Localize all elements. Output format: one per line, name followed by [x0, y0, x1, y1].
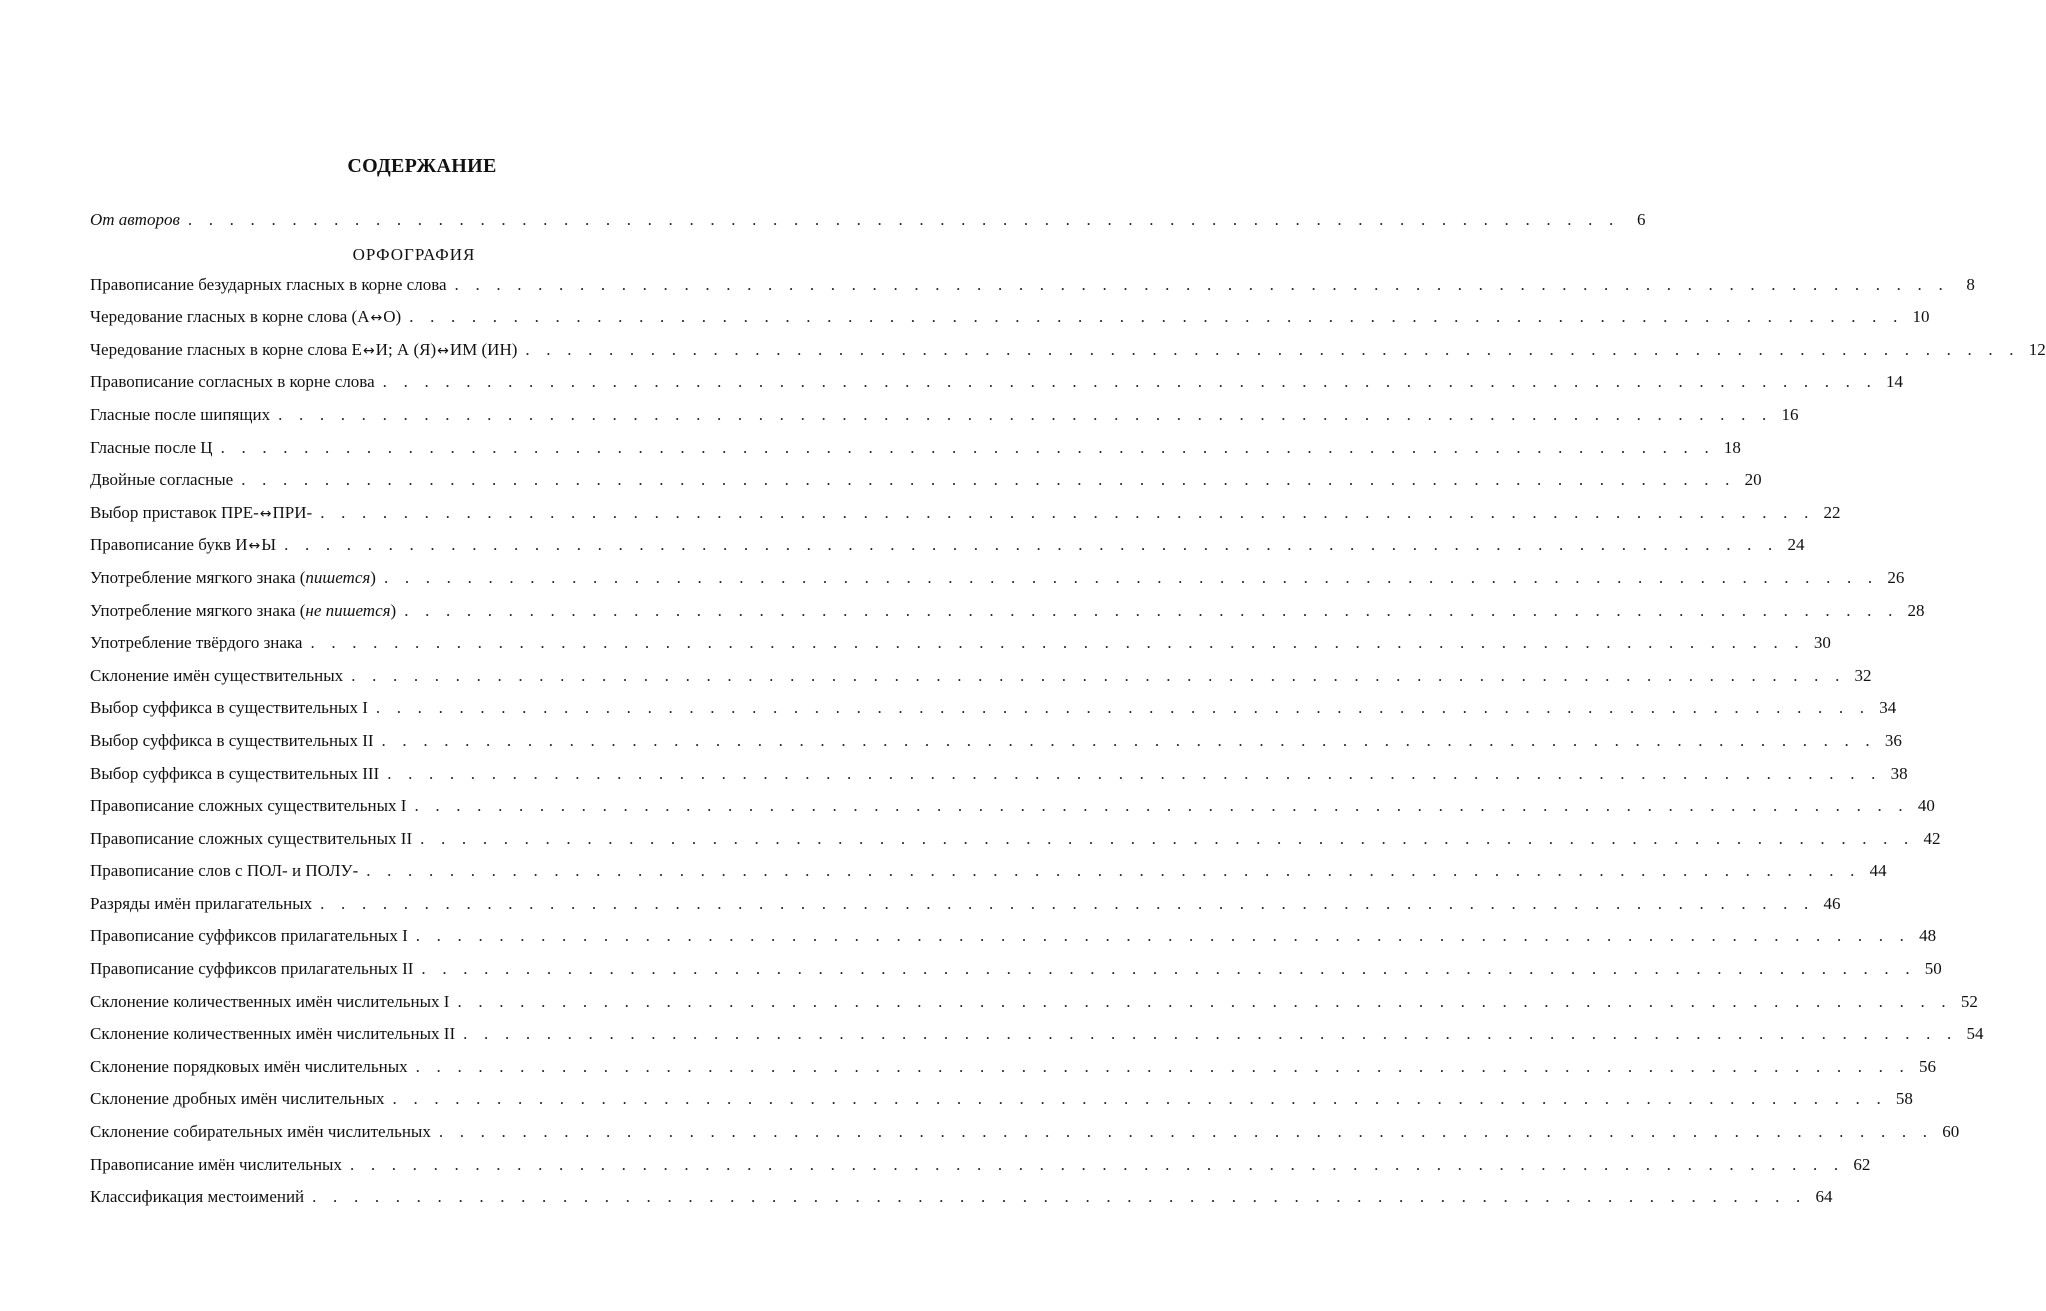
toc-entry-intro[interactable]	[90, 208, 1646, 241]
toc-entry-text: Правописание суффиксов прилагательных I	[90, 926, 408, 946]
dot-leader: . . . . . . . . . . . . . . . . . . . . . . . . . . . . . . . . . . . . . . . . . . . . . . . . . . . . . . . . . . . . . . . . . . . . . . . .	[415, 926, 1911, 946]
toc-entry[interactable]	[90, 533, 1805, 566]
dot-leader: . . . . . . . . . . . . . . . . . . . . . . . . . . . . . . . . . . . . . . . . . . . . . . . . . . . . . . . . . . . . . . . . . . . . . . . .	[414, 796, 1909, 816]
toc-entry-text: Гласные после шипящих	[90, 404, 271, 424]
table-of-contents	[90, 208, 2046, 1218]
toc-entry[interactable]	[90, 924, 1937, 957]
toc-page-number: 28	[1907, 600, 1925, 620]
toc-entry[interactable]	[90, 762, 1908, 795]
toc-entry-text: Правописание букв И	[90, 535, 248, 555]
toc-entry-text: Выбор приставок ПРЕ-	[90, 502, 259, 522]
toc-entry-emphasis: не пишется	[305, 600, 391, 620]
page-title: СОДЕРЖАНИЕ	[347, 155, 497, 177]
toc-entry-text: Правописание слов с ПОЛ- и ПОЛУ-	[90, 861, 359, 881]
left-right-arrow-icon: ↔	[259, 505, 272, 522]
toc-page-number: 46	[1823, 893, 1841, 913]
toc-page-number: 16	[1781, 404, 1799, 424]
section-heading: ОРФОГРАФИЯ	[352, 244, 476, 264]
toc-entry-label	[90, 696, 368, 720]
dot-leader: . . . . . . . . . . . . . . . . . . . . . . . . . . . . . . . . . . . . . . . . . . . . . . . . . . . . . . . . . . . . . . . . . . . . . . . .	[241, 470, 1736, 490]
dot-leader: . . . . . . . . . . . . . . . . . . . . . . . . . . . . . . . . . . . . . . . . . . . . . . . . . . . . . . . . . . . . . . . . . . . . . . . .	[284, 535, 1779, 555]
toc-entry[interactable]	[90, 1153, 1871, 1186]
toc-page-number: 64	[1815, 1187, 1833, 1207]
toc-entry-label	[90, 762, 379, 786]
toc-entry-label	[90, 305, 401, 330]
toc-page-number: 62	[1853, 1154, 1871, 1174]
toc-entry-label	[90, 1087, 385, 1111]
toc-entry-text: )	[390, 600, 397, 620]
left-right-arrow-icon: ↔	[370, 310, 383, 327]
toc-entry-label	[90, 566, 376, 590]
toc-page-number: 12	[2028, 339, 2046, 359]
toc-entry-label	[90, 729, 374, 753]
toc-page-number: 18	[1723, 437, 1741, 457]
toc-entry-text: Склонение количественных имён числительных II	[90, 1024, 456, 1044]
toc-entry[interactable]	[90, 957, 1942, 990]
toc-entry[interactable]	[90, 599, 1925, 632]
toc-entry-text: Ы	[261, 535, 277, 555]
toc-entry-text: Правописание сложных существительных I	[90, 796, 407, 816]
dot-leader: . . . . . . . . . . . . . . . . . . . . . . . . . . . . . . . . . . . . . . . . . . . . . . . . . . . . . . . . . . . . . . . . . . . . . . . .	[312, 1187, 1807, 1207]
toc-entry[interactable]	[90, 468, 1762, 501]
toc-entry-text: Правописание безударных гласных в корне слова	[90, 274, 447, 294]
toc-page-number: 26	[1887, 567, 1905, 587]
toc-entry-text: Чередование гласных в корне слова (А	[90, 307, 370, 327]
dot-leader: . . . . . . . . . . . . . . . . . . . . . . . . . . . . . . . . . . . . . . . . . . . . . . . . . . . . . . . . . . . . . . . . . . . . . . . .	[457, 991, 1952, 1011]
dot-leader: . . . . . . . . . . . . . . . . . . . . . . . . . . . . . . . . . . . . . . . . . . . . . . . . . . . . . . . . . . . . . . . . . . . . .	[187, 210, 1620, 229]
toc-entry[interactable]	[90, 1055, 1936, 1088]
dot-leader: . . . . . . . . . . . . . . . . . . . . . . . . . . . . . . . . . . . . . . . . . . . . . . . . . . . . . . . . . . . . . . . . . . . . . . . .	[349, 1154, 1845, 1174]
toc-entry[interactable]	[90, 566, 1905, 599]
dot-leader: . . . . . . . . . . . . . . . . . . . . . . . . . . . . . . . . . . . . . . . . . . . . . . . . . . . . . . . . . . . . . . . . . . . . . . . .	[415, 1056, 1910, 1076]
toc-entry-label	[90, 1022, 455, 1046]
toc-entry-label	[90, 631, 302, 655]
toc-entry-label	[90, 436, 213, 460]
toc-entry[interactable]	[90, 859, 1887, 892]
toc-entry[interactable]	[90, 338, 2046, 371]
toc-entry-text: Правописание имён числительных	[90, 1154, 342, 1174]
toc-entry-text: )	[370, 567, 376, 587]
toc-entry-text: Классификация местоимений	[90, 1187, 305, 1207]
toc-entry-text: Двойные согласные	[90, 470, 234, 490]
toc-entry-text: Употребление мягкого знака (	[90, 567, 306, 587]
toc-entry[interactable]	[90, 436, 1741, 469]
toc-entry-label	[90, 468, 233, 492]
toc-entry-label	[90, 273, 447, 297]
toc-entry-text: Правописание сложных существительных II	[90, 828, 413, 848]
toc-page-number: 54	[1966, 1024, 1984, 1044]
toc-entry-text: Склонение количественных имён числительных I	[90, 991, 450, 1011]
dot-leader: . . . . . . . . . . . . . . . . . . . . . . . . . . . . . . . . . . . . . . . . . . . . . . . . . . . . . . . . . . . . . . . . . . . . . . . .	[278, 404, 1773, 424]
dot-leader: . . . . . . . . . . . . . . . . . . . . . . . . . . . . . . . . . . . . . . . . . . . . . . . . . . . . . . . . . . . . . . . . . . . . . . . .	[381, 730, 1876, 750]
toc-entry-label	[90, 370, 375, 394]
toc-entry-label	[90, 1055, 408, 1079]
dot-leader: . . . . . . . . . . . . . . . . . . . . . . . . . . . . . . . . . . . . . . . . . . . . . . . . . . . . . . . . . . . . . . . . . . . . . . . .	[392, 1089, 1887, 1109]
toc-entry-label	[90, 827, 412, 851]
toc-page-number: 10	[1912, 307, 1930, 327]
toc-entry-text: ПРИ-	[272, 502, 313, 522]
toc-entry[interactable]	[90, 631, 1831, 664]
toc-entry-text: Склонение имён существительных	[90, 665, 344, 685]
toc-entry-text: Употребление твёрдого знака	[90, 633, 303, 653]
toc-entry-text: Правописание согласных в корне слова	[90, 372, 375, 392]
toc-entry-label	[90, 1120, 431, 1144]
toc-page-number: 56	[1919, 1056, 1936, 1076]
toc-entry-label	[90, 892, 312, 916]
dot-leader: . . . . . . . . . . . . . . . . . . . . . . . . . . . . . . . . . . . . . . . . . . . . . . . . . . . . . . . . . . . . . . . . . . . . . . . .	[366, 861, 1861, 881]
toc-entry-label	[90, 1185, 304, 1209]
toc-page-number: 50	[1924, 959, 1942, 979]
toc-entry-label	[90, 859, 358, 883]
toc-entry[interactable]	[90, 273, 1975, 306]
toc-entry-label	[90, 403, 270, 427]
toc-entry-text: Правописание суффиксов прилагательных II	[90, 959, 414, 979]
toc-entry-text: Чередование гласных в корне слова Е	[90, 339, 362, 359]
dot-leader: . . . . . . . . . . . . . . . . . . . . . . . . . . . . . . . . . . . . . . . . . . . . . . . . . . . . . . . . . . . . . . . . . . . . . . . .	[382, 372, 1878, 392]
dot-leader: . . . . . . . . . . . . . . . . . . . . . . . . . . . . . . . . . . . . . . . . . . . . . . . . . . . . . . . . . . . . . . . . . . . . . . . .	[320, 893, 1815, 913]
toc-page-number: 6	[1637, 210, 1646, 229]
toc-page-number: 20	[1744, 470, 1762, 490]
toc-entry-label	[90, 794, 406, 818]
toc-entry-label	[90, 338, 517, 363]
dot-leader: . . . . . . . . . . . . . . . . . . . . . . . . . . . . . . . . . . . . . . . . . . . . . . . . . . . . . . . . . . . . . . . . . . . . . . . .	[310, 633, 1805, 653]
toc-entry-label	[90, 1153, 342, 1177]
dot-leader: . . . . . . . . . . . . . . . . . . . . . . . . . . . . . . . . . . . . . . . . . . . . . . . . . . . . . . . . . . . . . . . . . . . . . . . .	[351, 665, 1846, 685]
toc-page-number: 52	[1960, 991, 1978, 1011]
toc-page-number: 44	[1869, 861, 1887, 881]
toc-page-number: 14	[1886, 372, 1904, 392]
toc-entry-text: Гласные после Ц	[90, 437, 213, 457]
toc-page-number: 22	[1823, 502, 1841, 522]
toc-entry-text: Склонение собирательных имён числительных	[90, 1122, 431, 1142]
dot-leader: . . . . . . . . . . . . . . . . . . . . . . . . . . . . . . . . . . . . . . . . . . . . . . . . . . . . . . . . . . . . . . . . . . . . . . . .	[404, 600, 1899, 620]
toc-entry[interactable]	[90, 403, 1799, 436]
toc-entry[interactable]	[90, 827, 1941, 860]
toc-entry-text: ИМ (ИН)	[449, 339, 518, 359]
dot-leader: . . . . . . . . . . . . . . . . . . . . . . . . . . . . . . . . . . . . . . . . . . . . . . . . . . . . . . . . . . . . . . . . . . . . . . . .	[438, 1122, 1934, 1142]
dot-leader: . . . . . . . . . . . . . . . . . . . . . . . . . . . . . . . . . . . . . . . . . . . . . . . . . . . . . . . . . . . . . . . . . . . . . . . .	[220, 437, 1715, 457]
toc-page-number: 58	[1895, 1089, 1913, 1109]
toc-entry-text: Склонение порядковых имён числительных	[90, 1056, 408, 1076]
toc-entry-text: Выбор суффикса в существительных I	[90, 698, 368, 718]
toc-entry-label	[90, 599, 396, 623]
toc-entry-label	[90, 924, 408, 948]
toc-entry-emphasis: пишется	[305, 567, 371, 587]
toc-page-number: 8	[1966, 274, 1975, 294]
toc-entry-label	[90, 664, 343, 688]
toc-entry[interactable]	[90, 990, 1978, 1023]
toc-entry[interactable]	[90, 305, 1930, 338]
toc-entry[interactable]	[90, 1120, 1960, 1153]
toc-page-number: 60	[1942, 1122, 1960, 1142]
toc-entry-text: О)	[383, 307, 402, 327]
toc-page-number: 24	[1787, 535, 1805, 555]
dot-leader: . . . . . . . . . . . . . . . . . . . . . . . . . . . . . . . . . . . . . . . . . . . . . . . . . . . . . . . . . . . . . . . . . . . . . . . .	[409, 307, 1904, 327]
dot-leader: . . . . . . . . . . . . . . . . . . . . . . . . . . . . . . . . . . . . . . . . . . . . . . . . . . . . . . . . . . . . . . . . . . . . . . . .	[463, 1024, 1958, 1044]
toc-entry[interactable]	[90, 1087, 1913, 1120]
toc-entry-text: Выбор суффикса в существительных II	[90, 730, 374, 750]
dot-leader: . . . . . . . . . . . . . . . . . . . . . . . . . . . . . . . . . . . . . . . . . . . . . . . . . . . . . . . . . . . . . . . . . . . . . . . .	[454, 274, 1949, 294]
toc-entry[interactable]	[90, 1022, 1984, 1055]
toc-entry-text: Разряды имён прилагательных	[90, 893, 313, 913]
toc-entry[interactable]	[90, 664, 1872, 697]
toc-page-number: 48	[1919, 926, 1937, 946]
toc-entry[interactable]	[90, 1185, 1833, 1218]
dot-leader: . . . . . . . . . . . . . . . . . . . . . . . . . . . . . . . . . . . . . . . . . . . . . . . . . . . . . . . . . . . . . . . . . . . . . . . .	[375, 698, 1871, 718]
toc-entry-text: Употребление мягкого знака (	[90, 600, 306, 620]
toc-entry[interactable]	[90, 501, 1841, 534]
toc-entry-label	[90, 957, 413, 981]
toc-entry-label	[90, 501, 312, 526]
toc-entry-label: От авторов	[90, 210, 180, 229]
toc-entry[interactable]	[90, 370, 1904, 403]
toc-entry[interactable]	[90, 892, 1841, 925]
toc-page-number: 34	[1879, 698, 1897, 718]
toc-page-number: 40	[1917, 796, 1935, 816]
left-right-arrow-icon: ↔	[362, 342, 375, 359]
toc-entry-text: Склонение дробных имён числительных	[90, 1089, 385, 1109]
toc-page-number: 38	[1890, 763, 1908, 783]
toc-page-number: 36	[1884, 730, 1902, 750]
toc-page-number: 32	[1854, 665, 1872, 685]
toc-entry-text: И; А (Я)	[375, 339, 437, 359]
toc-entries	[90, 273, 2046, 1218]
toc-entry[interactable]	[90, 794, 1935, 827]
left-right-arrow-icon: ↔	[248, 538, 261, 555]
toc-entry[interactable]	[90, 696, 1897, 729]
dot-leader: . . . . . . . . . . . . . . . . . . . . . . . . . . . . . . . . . . . . . . . . . . . . . . . . . . . . . . . . . . . . . . . . . . . . . . . .	[383, 567, 1879, 587]
toc-page-number: 30	[1813, 633, 1831, 653]
toc-entry-text: Выбор суффикса в существительных III	[90, 763, 380, 783]
dot-leader: . . . . . . . . . . . . . . . . . . . . . . . . . . . . . . . . . . . . . . . . . . . . . . . . . . . . . . . . . . . . . . . . . . . . . . . .	[420, 828, 1915, 848]
left-right-arrow-icon: ↔	[437, 342, 449, 359]
dot-leader: . . . . . . . . . . . . . . . . . . . . . . . . . . . . . . . . . . . . . . . . . . . . . . . . . . . . . . . . . . . . . . . . . . . . . . . .	[387, 763, 1882, 783]
toc-entry-label	[90, 990, 449, 1014]
toc-entry-label	[90, 533, 276, 558]
dot-leader: . . . . . . . . . . . . . . . . . . . . . . . . . . . . . . . . . . . . . . . . . . . . . . . . . . . . . . . . . . . . . . . . . . . . . . . .	[320, 502, 1815, 522]
dot-leader: . . . . . . . . . . . . . . . . . . . . . . . . . . . . . . . . . . . . . . . . . . . . . . . . . . . . . . . . . . . . . . . . . . . . . . . .	[525, 339, 2020, 359]
toc-page-number: 42	[1923, 828, 1941, 848]
dot-leader: . . . . . . . . . . . . . . . . . . . . . . . . . . . . . . . . . . . . . . . . . . . . . . . . . . . . . . . . . . . . . . . . . . . . . . . .	[421, 959, 1916, 979]
toc-entry[interactable]	[90, 729, 1902, 762]
